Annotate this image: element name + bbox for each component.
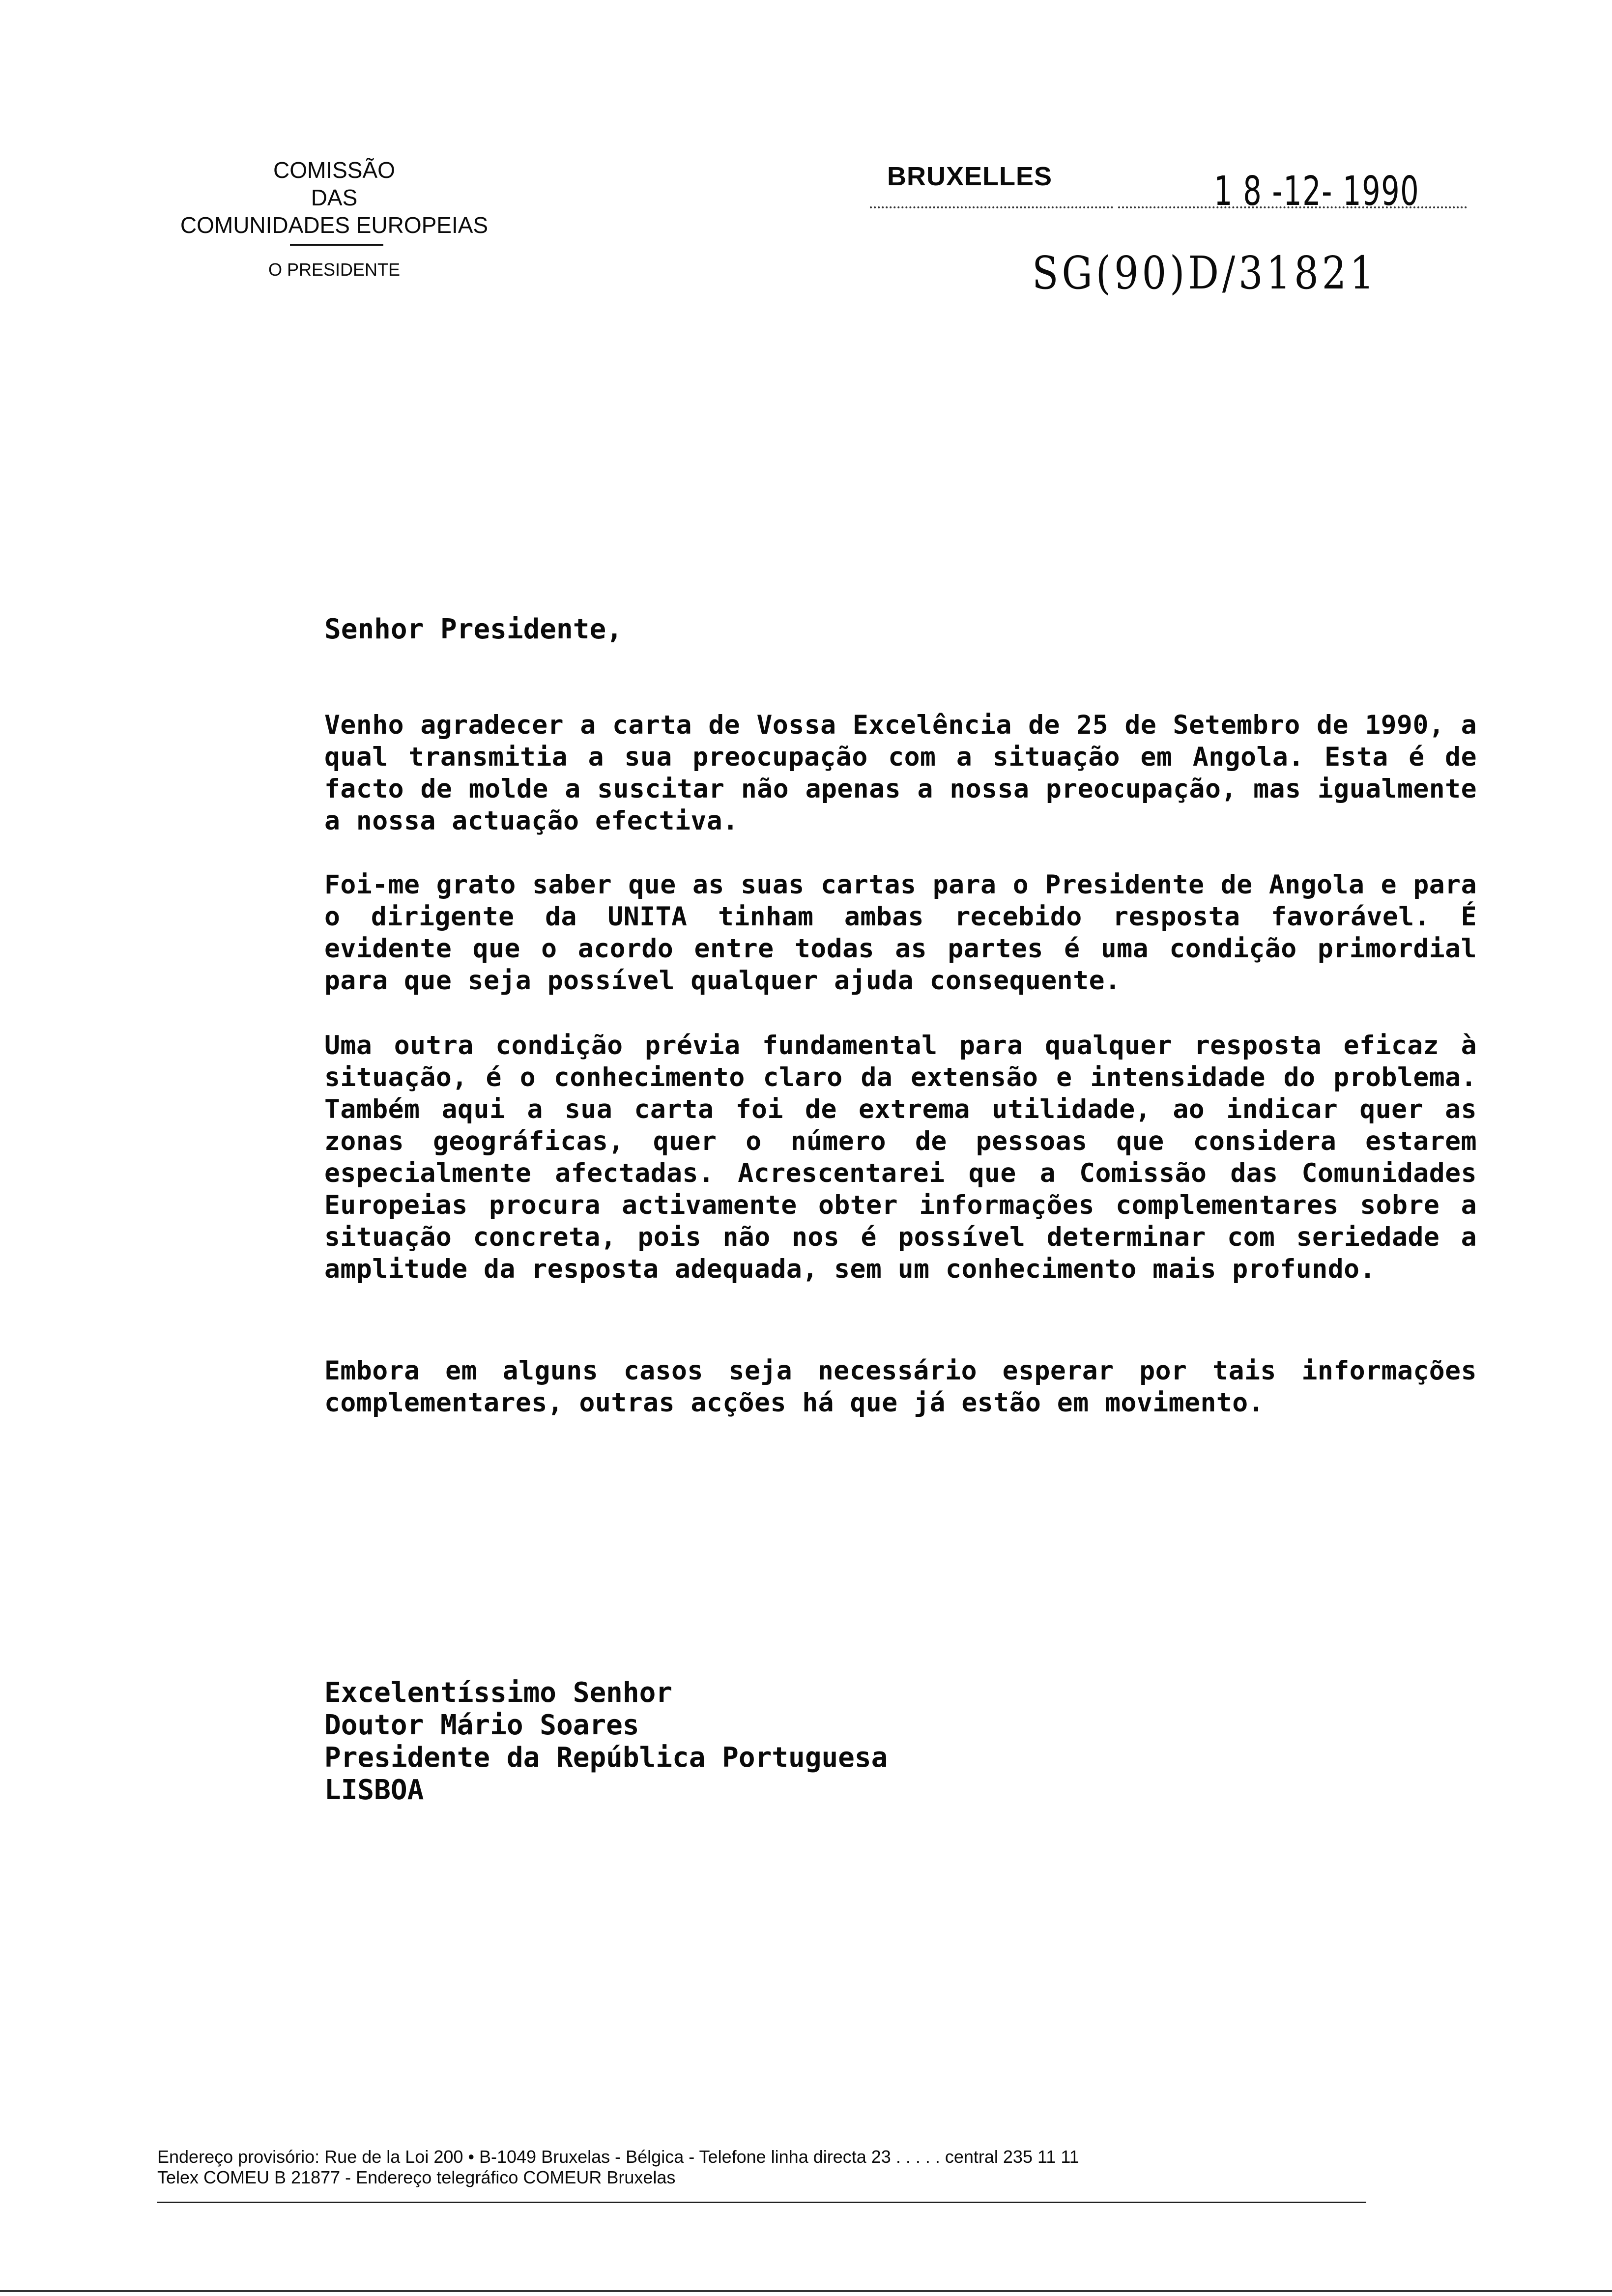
org-name-line-1: COMISSÃO — [273, 157, 395, 183]
body-paragraph — [324, 709, 1477, 837]
body-paragraph — [324, 1030, 1477, 1285]
footer-address — [157, 2147, 1079, 2188]
org-name-line-2: DAS — [311, 185, 358, 210]
org-name-line-3: COMUNIDADES EUROPEIAS — [180, 212, 489, 238]
addressee-line: Excelentíssimo Senhor — [324, 1677, 673, 1709]
letterhead-divider — [290, 244, 383, 246]
dateline-city: BRUXELLES — [887, 162, 1053, 191]
page-bottom-rule — [0, 2290, 1612, 2292]
reference-number: SG(90)D/31821 — [1032, 247, 1378, 299]
addressee-line: LISBOA — [324, 1774, 424, 1806]
paragraph-text: Venho agradecer a carta de Vossa Excelência de 25 de Setembro de 1990, a qual transmitia a sua preocupação com a situação em Angola. Esta é de facto de molde a suscitar não apenas a nossa preocupação, mas igualmente a nossa actuação efectiva. — [324, 710, 1477, 836]
addressee-line: Doutor Mário Soares — [324, 1709, 639, 1741]
body-paragraph — [324, 1355, 1477, 1419]
city-dotted-line — [870, 206, 1113, 208]
salutation: Senhor Presidente, — [324, 613, 623, 645]
dateline-date: 1 8 -12- 1990 — [1214, 168, 1420, 215]
footer-line: Endereço provisório: Rue de la Loi 200 • B-1049 Bruxelas - Bélgica - Telefone linha directa 23 . . . . . central 235 11 11 — [157, 2147, 1079, 2167]
footer-divider — [157, 2202, 1366, 2203]
body-paragraph — [324, 869, 1477, 997]
office-title: O PRESIDENTE — [268, 259, 401, 280]
paragraph-text: Uma outra condição prévia fundamental para qualquer resposta eficaz à situação, é o conhecimento claro da extensão e intensidade do problema. Também aqui a sua carta foi de extrema utilidade, ao indicar quer as zonas geográficas, quer o número de pessoas que considera estarem especialmente afectadas. Acrescentarei que a Comissão das Comunidades Europeias procura activamente obter informações complementares sobre a situação concreta, pois não nos é possível determinar com seriedade a amplitude da resposta adequada, sem um conhecimento mais profundo. — [324, 1031, 1477, 1284]
footer-line: Telex COMEU B 21877 - Endereço telegráfico COMEUR Bruxelas — [157, 2167, 676, 2187]
addressee-line: Presidente da República Portuguesa — [324, 1742, 888, 1774]
paragraph-text: Embora em alguns casos seja necessário esperar por tais informações complementares, outras acções há que já estão em movimento. — [324, 1356, 1477, 1418]
paragraph-text: Foi-me grato saber que as suas cartas para o Presidente de Angola e para o dirigente da UNITA tinham ambas recebido resposta favorável. É evidente que o acordo entre todas as partes é uma condição primordial para que seja possível qualquer ajuda consequente. — [324, 870, 1477, 996]
addressee-block — [324, 1677, 888, 1807]
